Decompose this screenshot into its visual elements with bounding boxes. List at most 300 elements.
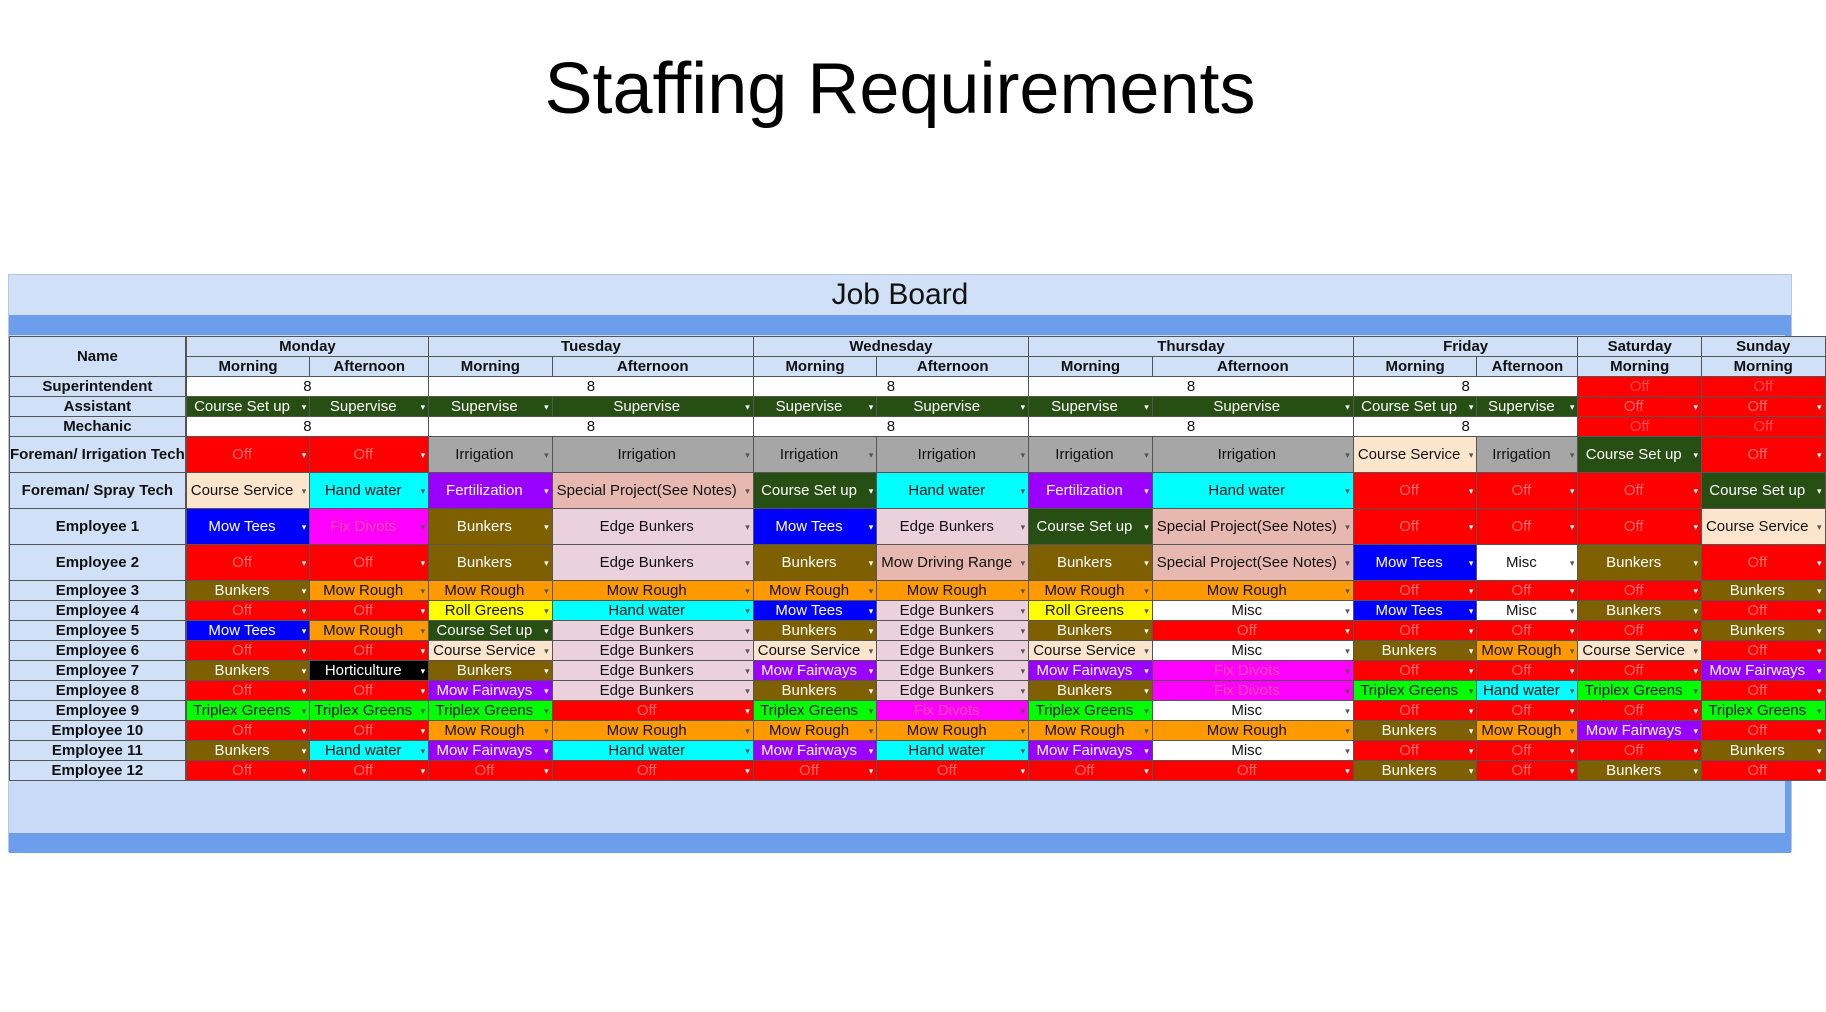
dropdown-arrow-icon[interactable]: ▾ [420, 645, 426, 656]
dropdown-arrow-icon[interactable]: ▾ [1468, 745, 1474, 756]
task-cell-mow-fairways[interactable] [753, 741, 877, 761]
task-cell-irrigation[interactable] [1152, 437, 1353, 473]
dropdown-arrow-icon[interactable]: ▾ [1569, 625, 1575, 636]
task-cell-off[interactable] [1353, 741, 1477, 761]
task-cell-hand-water[interactable] [877, 741, 1029, 761]
task-cell-off[interactable] [1477, 701, 1578, 721]
task-cell-hand-water[interactable] [310, 741, 429, 761]
task-cell-off[interactable] [753, 761, 877, 781]
dropdown-arrow-icon[interactable]: ▾ [1345, 705, 1350, 716]
dropdown-arrow-icon[interactable]: ▾ [1569, 645, 1575, 656]
task-cell-off[interactable] [1353, 661, 1477, 681]
dropdown-arrow-icon[interactable]: ▾ [1569, 685, 1575, 696]
task-cell-off[interactable] [429, 761, 553, 781]
task-cell-course-service[interactable] [753, 641, 877, 661]
dropdown-arrow-icon[interactable]: ▾ [1816, 557, 1822, 568]
dropdown-arrow-icon[interactable]: ▾ [1468, 765, 1474, 776]
dropdown-arrow-icon[interactable]: ▾ [868, 401, 874, 412]
task-cell-course-service[interactable] [1578, 641, 1702, 661]
task-cell-hand-water[interactable] [310, 473, 429, 509]
task-cell-off[interactable] [310, 545, 429, 581]
dropdown-arrow-icon[interactable]: ▾ [1816, 605, 1822, 616]
dropdown-arrow-icon[interactable]: ▾ [1693, 685, 1698, 696]
dropdown-arrow-icon[interactable]: ▾ [1020, 745, 1026, 756]
dropdown-arrow-icon[interactable]: ▾ [544, 449, 549, 460]
task-cell-mow-fairways[interactable] [753, 661, 877, 681]
dropdown-arrow-icon[interactable]: ▾ [544, 605, 549, 616]
task-cell-mow-rough[interactable] [877, 581, 1029, 601]
dropdown-arrow-icon[interactable]: ▾ [1693, 585, 1698, 596]
task-cell-mow-tees[interactable] [753, 601, 877, 621]
dropdown-arrow-icon[interactable]: ▾ [301, 705, 307, 716]
dropdown-arrow-icon[interactable]: ▾ [544, 485, 549, 496]
task-cell-irrigation[interactable] [877, 437, 1029, 473]
task-cell-misc[interactable] [1152, 741, 1353, 761]
dropdown-arrow-icon[interactable]: ▾ [544, 625, 549, 636]
task-cell-mow-rough[interactable] [877, 721, 1029, 741]
dropdown-arrow-icon[interactable]: ▾ [420, 725, 426, 736]
task-cell-off[interactable] [1477, 473, 1578, 509]
dropdown-arrow-icon[interactable]: ▾ [1144, 645, 1149, 656]
task-cell-supervise[interactable] [877, 397, 1029, 417]
task-cell-bunkers[interactable] [1353, 641, 1477, 661]
task-cell-mow-rough[interactable] [552, 581, 753, 601]
task-cell-off[interactable] [1477, 509, 1578, 545]
task-cell-off[interactable] [1578, 417, 1702, 437]
dropdown-arrow-icon[interactable]: ▾ [745, 685, 750, 696]
dropdown-arrow-icon[interactable]: ▾ [1569, 745, 1575, 756]
dropdown-arrow-icon[interactable]: ▾ [544, 725, 549, 736]
dropdown-arrow-icon[interactable]: ▾ [745, 585, 750, 596]
task-cell-off[interactable] [1578, 473, 1702, 509]
dropdown-arrow-icon[interactable]: ▾ [1345, 401, 1350, 412]
task-cell-course-set-up[interactable] [186, 397, 310, 417]
task-cell-hand-water[interactable] [552, 601, 753, 621]
task-cell-mow-rough[interactable] [1152, 721, 1353, 741]
hours-cell[interactable]: 8 [1353, 417, 1578, 437]
task-cell-edge-bunkers[interactable] [552, 509, 753, 545]
task-cell-off[interactable] [186, 681, 310, 701]
dropdown-arrow-icon[interactable]: ▾ [1468, 705, 1474, 716]
dropdown-arrow-icon[interactable]: ▾ [420, 557, 426, 568]
dropdown-arrow-icon[interactable]: ▾ [420, 401, 426, 412]
dropdown-arrow-icon[interactable]: ▾ [868, 585, 874, 596]
task-cell-off[interactable] [1578, 581, 1702, 601]
hours-cell[interactable]: 8 [753, 417, 1028, 437]
task-cell-misc[interactable] [1477, 601, 1578, 621]
dropdown-arrow-icon[interactable]: ▾ [745, 645, 750, 656]
dropdown-arrow-icon[interactable]: ▾ [420, 625, 426, 636]
dropdown-arrow-icon[interactable]: ▾ [745, 485, 750, 496]
hours-cell[interactable]: 8 [753, 377, 1028, 397]
dropdown-arrow-icon[interactable]: ▾ [301, 665, 307, 676]
task-cell-off[interactable] [1578, 397, 1702, 417]
dropdown-arrow-icon[interactable]: ▾ [1569, 665, 1575, 676]
task-cell-course-set-up[interactable] [753, 473, 877, 509]
dropdown-arrow-icon[interactable]: ▾ [745, 625, 750, 636]
task-cell-special-project-see-notes[interactable] [1152, 509, 1353, 545]
dropdown-arrow-icon[interactable]: ▾ [1020, 485, 1026, 496]
hours-cell[interactable]: 8 [186, 377, 428, 397]
dropdown-arrow-icon[interactable]: ▾ [1468, 485, 1474, 496]
dropdown-arrow-icon[interactable]: ▾ [1020, 625, 1026, 636]
task-cell-bunkers[interactable] [429, 509, 553, 545]
task-cell-off[interactable] [1701, 761, 1825, 781]
dropdown-arrow-icon[interactable]: ▾ [1345, 665, 1350, 676]
task-cell-triplex-greens[interactable] [1029, 701, 1153, 721]
dropdown-arrow-icon[interactable]: ▾ [1144, 585, 1149, 596]
dropdown-arrow-icon[interactable]: ▾ [868, 745, 874, 756]
task-cell-supervise[interactable] [1029, 397, 1153, 417]
task-cell-bunkers[interactable] [1578, 601, 1702, 621]
task-cell-off[interactable] [1578, 661, 1702, 681]
task-cell-off[interactable] [1152, 761, 1353, 781]
dropdown-arrow-icon[interactable]: ▾ [1569, 401, 1575, 412]
dropdown-arrow-icon[interactable]: ▾ [1468, 685, 1474, 696]
dropdown-arrow-icon[interactable]: ▾ [1345, 557, 1350, 568]
task-cell-bunkers[interactable] [429, 545, 553, 581]
dropdown-arrow-icon[interactable]: ▾ [544, 557, 549, 568]
dropdown-arrow-icon[interactable]: ▾ [1345, 625, 1350, 636]
task-cell-mow-fairways[interactable] [1578, 721, 1702, 741]
task-cell-mow-fairways[interactable] [429, 681, 553, 701]
dropdown-arrow-icon[interactable]: ▾ [301, 685, 307, 696]
dropdown-arrow-icon[interactable]: ▾ [1693, 605, 1698, 616]
dropdown-arrow-icon[interactable]: ▾ [1816, 449, 1822, 460]
dropdown-arrow-icon[interactable]: ▾ [1693, 725, 1698, 736]
dropdown-arrow-icon[interactable]: ▾ [301, 401, 307, 412]
task-cell-off[interactable] [1578, 701, 1702, 721]
task-cell-mow-rough[interactable] [1029, 721, 1153, 741]
dropdown-arrow-icon[interactable]: ▾ [544, 765, 549, 776]
dropdown-arrow-icon[interactable]: ▾ [544, 685, 549, 696]
task-cell-edge-bunkers[interactable] [877, 661, 1029, 681]
dropdown-arrow-icon[interactable]: ▾ [1144, 725, 1149, 736]
task-cell-course-service[interactable] [186, 473, 310, 509]
task-cell-special-project-see-notes[interactable] [1152, 545, 1353, 581]
dropdown-arrow-icon[interactable]: ▾ [1144, 765, 1149, 776]
dropdown-arrow-icon[interactable]: ▾ [1144, 449, 1149, 460]
task-cell-bunkers[interactable] [1029, 681, 1153, 701]
task-cell-bunkers[interactable] [1353, 761, 1477, 781]
dropdown-arrow-icon[interactable]: ▾ [1569, 485, 1575, 496]
dropdown-arrow-icon[interactable]: ▾ [420, 449, 426, 460]
dropdown-arrow-icon[interactable]: ▾ [1816, 625, 1822, 636]
dropdown-arrow-icon[interactable]: ▾ [1020, 401, 1026, 412]
task-cell-mow-rough[interactable] [1477, 641, 1578, 661]
dropdown-arrow-icon[interactable]: ▾ [544, 585, 549, 596]
task-cell-triplex-greens[interactable] [429, 701, 553, 721]
task-cell-off[interactable] [1353, 701, 1477, 721]
task-cell-mow-driving-range[interactable] [877, 545, 1029, 581]
dropdown-arrow-icon[interactable]: ▾ [1816, 485, 1822, 496]
task-cell-off[interactable] [1029, 761, 1153, 781]
dropdown-arrow-icon[interactable]: ▾ [1816, 725, 1822, 736]
task-cell-fix-divots[interactable] [1152, 661, 1353, 681]
dropdown-arrow-icon[interactable]: ▾ [1468, 401, 1474, 412]
task-cell-off[interactable] [1152, 621, 1353, 641]
dropdown-arrow-icon[interactable]: ▾ [868, 765, 874, 776]
dropdown-arrow-icon[interactable]: ▾ [1569, 725, 1575, 736]
task-cell-triplex-greens[interactable] [186, 701, 310, 721]
dropdown-arrow-icon[interactable]: ▾ [301, 745, 307, 756]
dropdown-arrow-icon[interactable]: ▾ [868, 625, 874, 636]
task-cell-edge-bunkers[interactable] [877, 681, 1029, 701]
dropdown-arrow-icon[interactable]: ▾ [868, 521, 874, 532]
dropdown-arrow-icon[interactable]: ▾ [420, 705, 426, 716]
task-cell-mow-rough[interactable] [310, 581, 429, 601]
dropdown-arrow-icon[interactable]: ▾ [868, 665, 874, 676]
dropdown-arrow-icon[interactable]: ▾ [1468, 585, 1474, 596]
task-cell-course-service[interactable] [1701, 509, 1825, 545]
task-cell-misc[interactable] [1152, 601, 1353, 621]
dropdown-arrow-icon[interactable]: ▾ [745, 705, 750, 716]
task-cell-mow-rough[interactable] [1029, 581, 1153, 601]
task-cell-mow-rough[interactable] [552, 721, 753, 741]
task-cell-fix-divots[interactable] [877, 701, 1029, 721]
dropdown-arrow-icon[interactable]: ▾ [301, 625, 307, 636]
task-cell-mow-tees[interactable] [186, 621, 310, 641]
dropdown-arrow-icon[interactable]: ▾ [1020, 585, 1026, 596]
dropdown-arrow-icon[interactable]: ▾ [301, 585, 307, 596]
task-cell-edge-bunkers[interactable] [877, 641, 1029, 661]
dropdown-arrow-icon[interactable]: ▾ [420, 605, 426, 616]
task-cell-bunkers[interactable] [753, 545, 877, 581]
task-cell-supervise[interactable] [429, 397, 553, 417]
task-cell-off[interactable] [1701, 417, 1825, 437]
dropdown-arrow-icon[interactable]: ▾ [301, 449, 307, 460]
task-cell-supervise[interactable] [552, 397, 753, 417]
task-cell-off[interactable] [186, 545, 310, 581]
dropdown-arrow-icon[interactable]: ▾ [1020, 605, 1026, 616]
dropdown-arrow-icon[interactable]: ▾ [1345, 521, 1350, 532]
dropdown-arrow-icon[interactable]: ▾ [420, 685, 426, 696]
task-cell-off[interactable] [1701, 397, 1825, 417]
task-cell-triplex-greens[interactable] [1353, 681, 1477, 701]
dropdown-arrow-icon[interactable]: ▾ [1144, 745, 1149, 756]
task-cell-off[interactable] [1477, 761, 1578, 781]
dropdown-arrow-icon[interactable]: ▾ [420, 521, 426, 532]
dropdown-arrow-icon[interactable]: ▾ [1816, 685, 1822, 696]
dropdown-arrow-icon[interactable]: ▾ [745, 665, 750, 676]
dropdown-arrow-icon[interactable]: ▾ [1468, 625, 1474, 636]
dropdown-arrow-icon[interactable]: ▾ [1020, 557, 1026, 568]
dropdown-arrow-icon[interactable]: ▾ [544, 705, 549, 716]
task-cell-triplex-greens[interactable] [753, 701, 877, 721]
dropdown-arrow-icon[interactable]: ▾ [1345, 449, 1350, 460]
task-cell-course-service[interactable] [1029, 641, 1153, 661]
dropdown-arrow-icon[interactable]: ▾ [1345, 725, 1350, 736]
hours-cell[interactable]: 8 [1353, 377, 1578, 397]
dropdown-arrow-icon[interactable]: ▾ [1020, 521, 1026, 532]
task-cell-mow-rough[interactable] [753, 721, 877, 741]
dropdown-arrow-icon[interactable]: ▾ [745, 725, 750, 736]
task-cell-triplex-greens[interactable] [1578, 681, 1702, 701]
task-cell-off[interactable] [1353, 509, 1477, 545]
task-cell-off[interactable] [1578, 509, 1702, 545]
dropdown-arrow-icon[interactable]: ▾ [1144, 665, 1149, 676]
dropdown-arrow-icon[interactable]: ▾ [1693, 401, 1698, 412]
task-cell-fertilization[interactable] [429, 473, 553, 509]
dropdown-arrow-icon[interactable]: ▾ [1693, 485, 1698, 496]
dropdown-arrow-icon[interactable]: ▾ [1816, 745, 1822, 756]
task-cell-edge-bunkers[interactable] [877, 601, 1029, 621]
task-cell-bunkers[interactable] [1353, 721, 1477, 741]
task-cell-bunkers[interactable] [186, 741, 310, 761]
dropdown-arrow-icon[interactable]: ▾ [868, 645, 874, 656]
dropdown-arrow-icon[interactable]: ▾ [1569, 765, 1575, 776]
task-cell-mow-rough[interactable] [1152, 581, 1353, 601]
dropdown-arrow-icon[interactable]: ▾ [1816, 645, 1822, 656]
dropdown-arrow-icon[interactable]: ▾ [301, 765, 307, 776]
task-cell-hand-water[interactable] [877, 473, 1029, 509]
dropdown-arrow-icon[interactable]: ▾ [1569, 557, 1575, 568]
task-cell-mow-fairways[interactable] [429, 741, 553, 761]
hours-cell[interactable]: 8 [429, 377, 754, 397]
dropdown-arrow-icon[interactable]: ▾ [1020, 685, 1026, 696]
task-cell-mow-rough[interactable] [429, 721, 553, 741]
task-cell-edge-bunkers[interactable] [552, 621, 753, 641]
task-cell-bunkers[interactable] [1578, 545, 1702, 581]
hours-cell[interactable]: 8 [1029, 377, 1354, 397]
dropdown-arrow-icon[interactable]: ▾ [1144, 605, 1149, 616]
hours-cell[interactable]: 8 [1029, 417, 1354, 437]
task-cell-off[interactable] [1701, 545, 1825, 581]
dropdown-arrow-icon[interactable]: ▾ [301, 485, 307, 496]
task-cell-off[interactable] [552, 761, 753, 781]
task-cell-bunkers[interactable] [1701, 621, 1825, 641]
task-cell-misc[interactable] [1152, 701, 1353, 721]
task-cell-off[interactable] [1477, 741, 1578, 761]
task-cell-off[interactable] [1701, 681, 1825, 701]
dropdown-arrow-icon[interactable]: ▾ [544, 645, 549, 656]
dropdown-arrow-icon[interactable]: ▾ [1345, 745, 1350, 756]
dropdown-arrow-icon[interactable]: ▾ [544, 745, 549, 756]
dropdown-arrow-icon[interactable]: ▾ [1569, 585, 1575, 596]
dropdown-arrow-icon[interactable]: ▾ [1144, 521, 1149, 532]
dropdown-arrow-icon[interactable]: ▾ [1816, 401, 1822, 412]
dropdown-arrow-icon[interactable]: ▾ [1345, 605, 1350, 616]
task-cell-misc[interactable] [1152, 641, 1353, 661]
task-cell-bunkers[interactable] [429, 661, 553, 681]
task-cell-bunkers[interactable] [753, 621, 877, 641]
task-cell-off[interactable] [186, 641, 310, 661]
task-cell-triplex-greens[interactable] [310, 701, 429, 721]
task-cell-course-set-up[interactable] [1701, 473, 1825, 509]
task-cell-edge-bunkers[interactable] [552, 661, 753, 681]
task-cell-course-service[interactable] [1353, 437, 1477, 473]
dropdown-arrow-icon[interactable]: ▾ [1144, 705, 1149, 716]
dropdown-arrow-icon[interactable]: ▾ [868, 485, 874, 496]
task-cell-off[interactable] [186, 761, 310, 781]
dropdown-arrow-icon[interactable]: ▾ [1345, 765, 1350, 776]
task-cell-off[interactable] [1701, 437, 1825, 473]
dropdown-arrow-icon[interactable]: ▾ [745, 745, 750, 756]
task-cell-mow-tees[interactable] [186, 509, 310, 545]
task-cell-mow-rough[interactable] [753, 581, 877, 601]
dropdown-arrow-icon[interactable]: ▾ [868, 725, 874, 736]
hours-cell[interactable]: 8 [186, 417, 428, 437]
task-cell-mow-fairways[interactable] [1029, 741, 1153, 761]
task-cell-horticulture[interactable] [310, 661, 429, 681]
task-cell-hand-water[interactable] [552, 741, 753, 761]
task-cell-irrigation[interactable] [1029, 437, 1153, 473]
dropdown-arrow-icon[interactable]: ▾ [544, 401, 549, 412]
dropdown-arrow-icon[interactable]: ▾ [1569, 521, 1575, 532]
dropdown-arrow-icon[interactable]: ▾ [544, 665, 549, 676]
dropdown-arrow-icon[interactable]: ▾ [420, 745, 426, 756]
dropdown-arrow-icon[interactable]: ▾ [1345, 645, 1350, 656]
task-cell-bunkers[interactable] [186, 581, 310, 601]
task-cell-bunkers[interactable] [1029, 545, 1153, 581]
dropdown-arrow-icon[interactable]: ▾ [1693, 665, 1698, 676]
task-cell-off[interactable] [186, 601, 310, 621]
task-cell-mow-tees[interactable] [1353, 545, 1477, 581]
task-cell-off[interactable] [310, 437, 429, 473]
dropdown-arrow-icon[interactable]: ▾ [1468, 645, 1474, 656]
dropdown-arrow-icon[interactable]: ▾ [868, 557, 874, 568]
task-cell-edge-bunkers[interactable] [552, 545, 753, 581]
dropdown-arrow-icon[interactable]: ▾ [1144, 401, 1149, 412]
task-cell-off[interactable] [1477, 621, 1578, 641]
dropdown-arrow-icon[interactable]: ▾ [1020, 705, 1026, 716]
task-cell-off[interactable] [310, 721, 429, 741]
task-cell-fix-divots[interactable] [310, 509, 429, 545]
dropdown-arrow-icon[interactable]: ▾ [1693, 745, 1698, 756]
dropdown-arrow-icon[interactable]: ▾ [420, 665, 426, 676]
dropdown-arrow-icon[interactable]: ▾ [1816, 705, 1822, 716]
task-cell-off[interactable] [1353, 621, 1477, 641]
task-cell-irrigation[interactable] [429, 437, 553, 473]
task-cell-off[interactable] [552, 701, 753, 721]
task-cell-hand-water[interactable] [1477, 681, 1578, 701]
task-cell-mow-rough[interactable] [1477, 721, 1578, 741]
dropdown-arrow-icon[interactable]: ▾ [868, 705, 874, 716]
task-cell-supervise[interactable] [310, 397, 429, 417]
dropdown-arrow-icon[interactable]: ▾ [1816, 585, 1822, 596]
hours-cell[interactable]: 8 [429, 417, 754, 437]
dropdown-arrow-icon[interactable]: ▾ [1569, 605, 1575, 616]
dropdown-arrow-icon[interactable]: ▾ [1345, 485, 1350, 496]
task-cell-mow-tees[interactable] [1353, 601, 1477, 621]
task-cell-supervise[interactable] [1152, 397, 1353, 417]
task-cell-edge-bunkers[interactable] [877, 621, 1029, 641]
task-cell-course-set-up[interactable] [1029, 509, 1153, 545]
dropdown-arrow-icon[interactable]: ▾ [1569, 705, 1575, 716]
task-cell-off[interactable] [310, 681, 429, 701]
dropdown-arrow-icon[interactable]: ▾ [1693, 765, 1698, 776]
task-cell-off[interactable] [1578, 621, 1702, 641]
dropdown-arrow-icon[interactable]: ▾ [301, 557, 307, 568]
task-cell-bunkers[interactable] [1701, 581, 1825, 601]
dropdown-arrow-icon[interactable]: ▾ [868, 449, 874, 460]
task-cell-off[interactable] [1477, 661, 1578, 681]
dropdown-arrow-icon[interactable]: ▾ [1020, 449, 1026, 460]
dropdown-arrow-icon[interactable]: ▾ [544, 521, 549, 532]
task-cell-fertilization[interactable] [1029, 473, 1153, 509]
dropdown-arrow-icon[interactable]: ▾ [745, 401, 750, 412]
dropdown-arrow-icon[interactable]: ▾ [745, 557, 750, 568]
dropdown-arrow-icon[interactable]: ▾ [1693, 449, 1698, 460]
task-cell-bunkers[interactable] [186, 661, 310, 681]
dropdown-arrow-icon[interactable]: ▾ [1569, 449, 1575, 460]
dropdown-arrow-icon[interactable]: ▾ [420, 765, 426, 776]
task-cell-off[interactable] [310, 601, 429, 621]
task-cell-triplex-greens[interactable] [1701, 701, 1825, 721]
task-cell-hand-water[interactable] [1152, 473, 1353, 509]
dropdown-arrow-icon[interactable]: ▾ [1345, 685, 1350, 696]
dropdown-arrow-icon[interactable]: ▾ [420, 485, 426, 496]
